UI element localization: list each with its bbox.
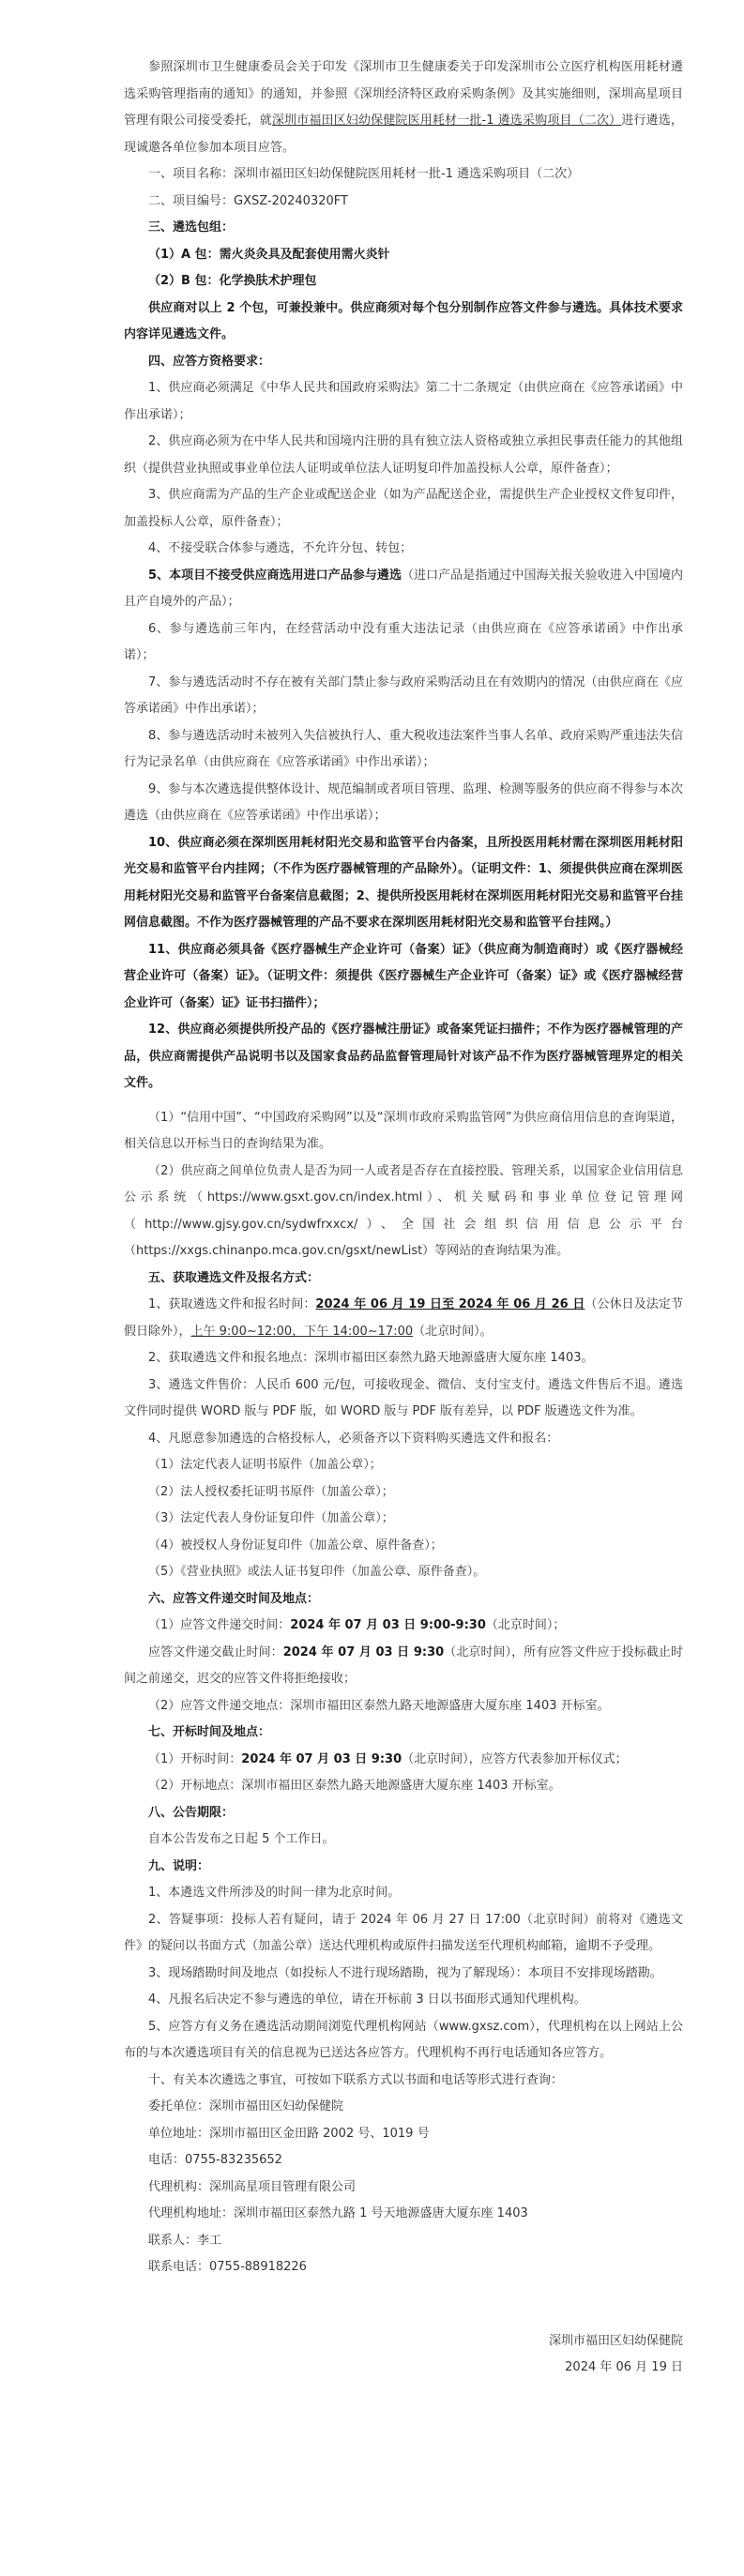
buyer-name: 委托单位：深圳市福田区妇幼保健院 [148,2099,344,2114]
announcement-document [124,54,683,2382]
agent-address: 代理机构地址：深圳市福田区泰然九路 1 号天地源盛唐大厦东座 1403 [148,2206,528,2220]
note-item: 1、本遴选文件所涉及的时间一律为北京时间。 [148,1886,401,1900]
qualification-item: 7、参与遴选活动时不存在被有关部门禁止参与政府采购活动且在有效期内的情况（由供应商在《应答承诺函》中作出承诺）； [124,674,683,716]
opening-place: （2）开标地点：深圳市福田区泰然九路天地源盛唐大厦东座 1403 开标室。 [148,1779,561,1793]
qualification-item: 1、供应商必须满足《中华人民共和国政府采购法》第二十二条规定（由供应商在《应答承诺函》中作出承诺）； [124,381,683,422]
buyer-phone: 电话：0755-83235652 [148,2153,282,2167]
lots-note: 供应商对以上 2 个包，可兼投兼中。供应商须对每个包分别制作应答文件参与遴选。具体技术要求内容详见遴选文件。 [124,300,683,341]
project-name-underlined: 深圳市福田区妇幼保健院医用耗材一批-1 遴选采购项目（二次） [271,114,622,128]
import-restriction: 5、本项目不接受供应商选用进口产品参与遴选 [148,568,402,583]
intro-text: 参照深圳市卫生健康委员会关于印发《深圳市卫生健康委关于印发深圳市公立医疗机构医用耗材遴选采购管理指南的通知》的通知，并参照《深圳经济特区政府采购条例》及其实施细则，深圳高星项目管理有限公司接受委托，就 [124,60,683,128]
announcement-period: 自本公告发布之日起 5 个工作日。 [148,1832,335,1846]
section-notes-title: 九、说明： [148,1858,210,1873]
required-document: （4）被授权人身份证复印件（加盖公章、原件备查）； [148,1538,443,1553]
section-submission-title: 六、应答文件递交时间及地点： [148,1591,320,1606]
holiday-note: （公休日及法定节假日除外）， [124,1297,683,1339]
contact-person: 联系人：李工 [148,2233,222,2248]
lot-b: （2）B 包：化学换肤术护理包 [148,274,317,288]
section-lots-title: 三、遴选包组： [148,220,235,235]
contact-phone: 联系电话：0755-88918226 [148,2260,307,2274]
submission-time-value: 2024 年 07 月 03 日 9:00-9:30 [290,1618,486,1632]
section-period-title: 八、公告期限： [148,1805,235,1820]
affiliation-note: （2）供应商之间单位负责人是否为同一人或者是否存在直接控股、管理关系，以国家企业信用信息公示系统（https://www.gsxt.gov.cn/index.html）、机关赋码和事业单位登记管理网（http://www.gjsy.gov.cn/sydwfrxxcx/）、全国社会组织信用信息公示平台（https://xxgs.chinanpo.mca.gov.cn/gsxt/newList）等网站的查询结果为准。 [124,1163,683,1258]
lot-a: （1）A 包：需火炎灸具及配套使用需火炎针 [148,247,390,262]
qualification-item: 11、供应商必须具备《医疗器械生产企业许可（备案）证》（供应商为制造商时）或《医疗器械经营企业许可（备案）证》。（证明文件：须提供《医疗器械生产企业许可（备案）证》或《医疗器械经营企业许可（备案）证》证书扫描件）； [124,942,683,1010]
qualification-item: 4、不接受联合体参与遴选，不允许分包、转包； [148,541,413,555]
submission-time-label: （1）应答文件递交时间： [148,1618,291,1632]
timezone-note: （北京时间）。 [413,1324,493,1339]
submission-time-end: （北京时间）； [485,1618,566,1632]
credit-note: （1）“信用中国”、“中国政府采购网”以及“深圳市政府采购监管网”为供应商信用信息的查询渠道，相关信息以开标当日的查询结果为准。 [124,1110,683,1151]
required-document: （1）法定代表人证明书原件（加盖公章）； [148,1458,382,1472]
registration-date-range: 2024 年 06 月 19 日至 2024 年 06 月 26 日 [315,1297,585,1311]
qualification-item: 12、供应商必须提供所投产品的《医疗器械注册证》或备案凭证扫描件；不作为医疗器械管理的产品，供应商需提供产品说明书以及国家食品药品监督管理局针对该产品不作为医疗器械管理界定的相关文件。 [124,1023,683,1090]
qualification-item: 9、参与本次遴选提供整体设计、规范编制或者项目管理、监理、检测等服务的供应商不得参与本次遴选（由供应商在《应答承诺函》中作出承诺）； [124,781,683,823]
project-name: 一、项目名称：深圳市福田区妇幼保健院医用耗材一批-1 遴选采购项目（二次） [148,167,580,181]
section-contact-title: 十、有关本次遴选之事宜，可按如下联系方式以书面和电话等形式进行查询： [148,2072,564,2087]
opening-time-end: （北京时间），应答方代表参加开标仪式； [402,1751,628,1766]
submission-deadline [124,1640,683,1693]
qualification-item: 3、供应商需为产品的生产企业或配送企业（如为产品配送企业，需提供生产企业授权文件复印件，加盖投标人公章，原件备查）； [124,488,683,529]
submission-place: （2）应答文件递交地点：深圳市福田区泰然九路天地源盛唐大厦东座 1403 开标室。 [148,1698,610,1713]
note-item: 3、现场踏勘时间及地点（如投标人不进行现场踏勘，视为了解现场）：本项目不安排现场踏勘。 [148,1965,662,1980]
submission-time [124,1613,683,1640]
document-price: 3、遴选文件售价：人民币 600 元/包，可接收现金、微信、支付宝支付。遴选文件售后不退。遴选文件同时提供 WORD 版与 PDF 版，如 WORD 版与 PDF 版有差异，以 PDF 版遴选文件为准。 [124,1377,683,1418]
buyer-address: 单位地址：深圳市福田区金田路 2002 号、1019 号 [148,2126,430,2141]
deadline-value: 2024 年 07 月 03 日 9:30 [282,1644,445,1659]
qualification-item: 6、参与遴选前三年内，在经营活动中没有重大违法记录（由供应商在《应答承诺函》中作出承诺）； [124,621,683,662]
project-number: 二、项目编号：GXSZ-20240320FT [148,193,348,208]
note-item: 4、凡报名后决定不参与遴选的单位，请在开标前 3 日以书面形式通知代理机构。 [148,1993,586,2007]
section-qualification-title: 四、应答方资格要求： [148,354,271,369]
required-document: （3）法定代表人身份证复印件（加盖公章）； [148,1511,394,1525]
registration-time [124,1292,683,1345]
intro-paragraph [124,54,683,161]
qualification-item: 10、供应商必须在深圳医用耗材阳光交易和监管平台内备案，且所投医用耗材需在深圳医用耗材阳光交易和监管平台内挂网；（不作为医疗器械管理的产品除外）。（证明文件：1、须提供供应商在深圳医用耗材阳光交易和监管平台备案信息截图；2、提供所投医用耗材在深圳医用耗材阳光交易和监管平台挂网信息截图。不作为医疗器械管理的产品不要求在深圳医用耗材阳光交易和监管平台挂网。） [124,835,683,930]
signature-org: 深圳市福田区妇幼保健院 [548,2333,683,2348]
registration-hours: 上午 9:00~12:00，下午 14:00~17:00 [190,1324,414,1339]
import-definition: （进口产品是指通过中国海关报关验收进入中国境内且产自境外的产品）； [124,568,683,609]
qualification-item: 8、参与遴选活动时未被列入失信被执行人、重大税收违法案件当事人名单、政府采购严重违法失信行为记录名单（由供应商在《应答承诺函》中作出承诺）； [124,728,683,769]
registration-place: 2、获取遴选文件和报名地点：深圳市福田区泰然九路天地源盛唐大厦东座 1403。 [148,1351,594,1365]
agent-name: 代理机构：深圳高星项目管理有限公司 [148,2179,357,2194]
opening-time-label: （1）开标时间： [148,1751,242,1766]
deadline-note: （北京时间），所有应答文件应于投标截止时间之前递交，迟交的应答文件将拒绝接收； [124,1644,683,1686]
registration-requirements: 4、凡愿意参加遴选的合格投标人，必须备齐以下资料购买遴选文件和报名： [148,1431,559,1446]
opening-time-value: 2024 年 07 月 03 日 9:30 [241,1751,402,1766]
registration-time-label: 1、获取遴选文件和报名时间： [148,1297,316,1311]
signature-date: 2024 年 06 月 19 日 [565,2360,683,2374]
qualification-item [124,563,683,616]
qualification-item: 2、供应商必须为在中华人民共和国境内注册的具有独立法人资格或独立承担民事责任能力的其他组织（提供营业执照或事业单位法人证明或单位法人证明复印件加盖投标人公章，原件备查）； [124,434,683,476]
required-document: （5）《营业执照》或法人证书复印件（加盖公章、原件备查）。 [148,1565,486,1579]
note-item: 2、答疑事项：投标人若有疑问，请于 2024 年 06 月 27 日 17:00（北京时间）前将对《遴选文件》的疑问以书面方式（加盖公章）送达代理机构或原件扫描发送至代理机构邮箱，逾期不予受理。 [124,1912,683,1953]
intro-text-end: 进行遴选，现诚邀各单位参加本项目应答。 [124,114,683,155]
required-document: （2）法人授权委托证明书原件（加盖公章）； [148,1484,394,1499]
section-opening-title: 七、开标时间及地点： [148,1725,271,1739]
section-registration-title: 五、获取遴选文件及报名方式： [148,1270,320,1285]
note-item: 5、应答方有义务在遴选活动期间浏览代理机构网站（www.gxsz.com），代理机构在以上网站上公布的与本次遴选项目有关的信息视为已送达各应答方。代理机构不再行电话通知各应答方。 [124,2019,683,2060]
deadline-label: 应答文件递交截止时间： [148,1644,283,1659]
opening-time [124,1747,683,1774]
